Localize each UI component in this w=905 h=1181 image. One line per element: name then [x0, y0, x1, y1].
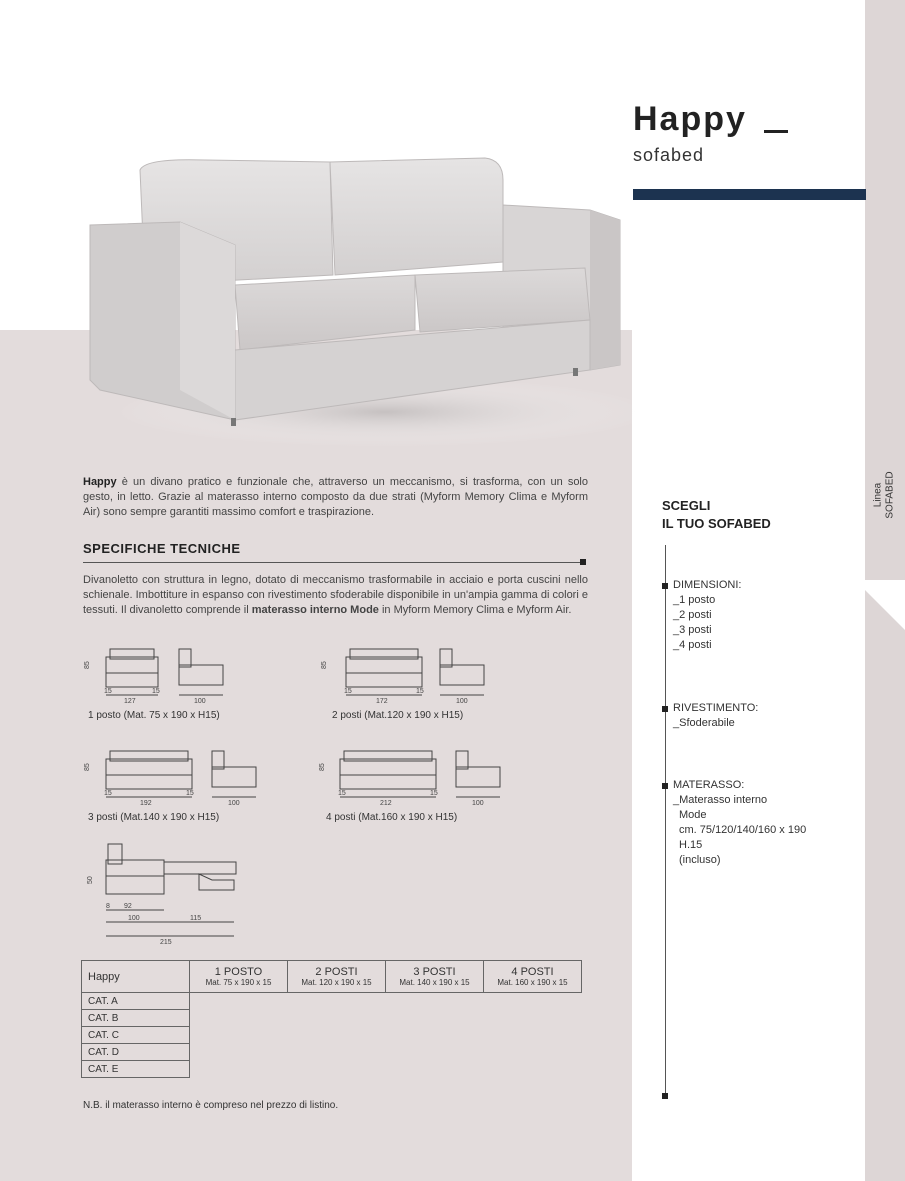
cat-label: CAT. D [82, 1044, 190, 1061]
bed-dim-2: 92 [124, 903, 132, 910]
title-dash [764, 130, 788, 133]
d4-width: 212 [380, 800, 392, 807]
d1-depth: 100 [194, 698, 206, 705]
caption-3-posti: 3 posti (Mat.140 x 190 x H15) [88, 812, 220, 823]
bed-dim-3: 100 [128, 915, 140, 922]
col-4-posti [484, 961, 582, 993]
option-item: cm. 75/120/140/160 x 190 [679, 824, 807, 836]
option-title: DIMENSIONI: [673, 579, 742, 591]
option-item: (incluso) [679, 854, 721, 866]
caption-4-posti: 4 posti (Mat.160 x 190 x H15) [326, 812, 458, 823]
caption-1-posto: 1 posto (Mat. 75 x 190 x H15) [88, 710, 220, 721]
choose-line1: SCEGLI [662, 498, 711, 513]
option-item: _Sfoderabile [673, 717, 735, 729]
col-3-posti [386, 961, 484, 993]
specs-rule-dot [580, 559, 586, 565]
col-sub: Mat. 140 x 190 x 15 [399, 978, 470, 987]
d4-depth: 100 [472, 800, 484, 807]
drawing-3-posti [84, 745, 264, 807]
bed-dim-5: 215 [160, 939, 172, 945]
choose-heading [662, 497, 771, 533]
specs-paragraph [83, 573, 588, 618]
bed-dim-1: 8 [106, 903, 110, 910]
table-row [82, 993, 582, 1010]
specs-text-2: in Myform Memory Clima e Myform Air. [378, 604, 572, 616]
cat-label: CAT. B [82, 1010, 190, 1027]
cat-label: CAT. C [82, 1027, 190, 1044]
d3-width: 192 [140, 800, 152, 807]
d3-height: 85 [84, 763, 91, 771]
option-item: _4 posti [673, 639, 712, 651]
timeline-end-dot [662, 1093, 668, 1099]
col-1-posto [190, 961, 288, 993]
table-row [82, 1027, 582, 1044]
d2-depth: 100 [456, 698, 468, 705]
d1-width: 127 [124, 698, 136, 705]
option-item: _3 posti [673, 624, 712, 636]
drawing-1-posto [84, 643, 234, 705]
timeline-dot [662, 706, 668, 712]
right-column [632, 0, 865, 1181]
choose-line2: IL TUO SOFABED [662, 516, 771, 531]
d1-height: 85 [84, 661, 91, 669]
d4-side-l: 15 [338, 790, 346, 797]
option-item: _1 posto [673, 594, 716, 606]
option-item: _Materasso interno [673, 794, 768, 806]
option-dimensioni [673, 578, 741, 653]
d2-height: 85 [321, 661, 328, 669]
bed-height: 50 [87, 876, 94, 884]
option-materasso [673, 778, 806, 868]
options-timeline [665, 545, 666, 1095]
option-rivestimento [673, 701, 758, 731]
drawing-4-posti [318, 745, 508, 807]
table-row [82, 1044, 582, 1061]
price-table [81, 960, 582, 1078]
cat-label: CAT. A [82, 993, 190, 1010]
price-table-name: Happy [82, 961, 190, 993]
sofa-image [85, 150, 645, 450]
table-row [82, 1010, 582, 1027]
timeline-dot [662, 583, 668, 589]
col-label: 1 POSTO [214, 966, 263, 978]
option-item: _2 posti [673, 609, 712, 621]
specs-rule [83, 562, 583, 563]
option-title: MATERASSO: [673, 779, 745, 791]
price-table-header [82, 961, 582, 993]
product-title: Happy [633, 100, 747, 138]
d2-side-r: 15 [416, 688, 424, 695]
col-label: 3 POSTI [413, 966, 456, 978]
specs-text-bold: materasso interno Mode [251, 604, 379, 616]
table-row [82, 1061, 582, 1078]
cat-label: CAT. E [82, 1061, 190, 1078]
intro-text: è un divano pratico e funzionale che, attraverso un meccanismo, si trasforma, con un solo gesto, in letto. Grazie al materasso interno composto da due strati (Myform Memory Clima e Myform Air) sono sempre garantiti massimo comfort e traspirazione. [83, 476, 588, 518]
bed-dim-4: 115 [190, 915, 202, 922]
strip-line2: SOFABED [885, 471, 896, 519]
col-sub: Mat. 75 x 190 x 15 [205, 978, 272, 987]
drawing-2-posti [318, 643, 493, 705]
specs-text-1: Divanoletto con struttura in legno, dotato di meccanismo trasformabile in acciaio e porta cuscini nello schienale. Imbottiture in espanso con rivestimento sfoderabile disponibile in un'ampia gamma di colori e tessuti. Il divanoletto comprende il [83, 574, 588, 616]
specs-heading: SPECIFICHE TECNICHE [83, 541, 241, 556]
col-2-posti [288, 961, 386, 993]
caption-2-posti: 2 posti (Mat.120 x 190 x H15) [332, 710, 464, 721]
d3-depth: 100 [228, 800, 240, 807]
option-item: H.15 [679, 839, 703, 851]
col-sub: Mat. 120 x 190 x 15 [301, 978, 372, 987]
intro-brand: Happy [83, 476, 117, 488]
d3-side-r: 15 [186, 790, 194, 797]
option-title: RIVESTIMENTO: [673, 702, 759, 714]
product-subtitle: sofabed [633, 145, 705, 165]
timeline-dot [662, 783, 668, 789]
footnote: N.B. il materasso interno è compreso nel prezzo di listino. [83, 1100, 339, 1111]
d1-side-l: 15 [104, 688, 112, 695]
col-label: 4 POSTI [511, 966, 554, 978]
drawing-bed-open [84, 840, 244, 945]
side-strip-label [862, 465, 905, 525]
d2-side-l: 15 [344, 688, 352, 695]
accent-bar [633, 189, 866, 200]
option-item: Mode [679, 809, 707, 821]
d4-side-r: 15 [430, 790, 438, 797]
d2-width: 172 [376, 698, 388, 705]
col-sub: Mat. 160 x 190 x 15 [497, 978, 568, 987]
d4-height: 85 [319, 763, 326, 771]
col-label: 2 POSTI [315, 966, 358, 978]
strip-fold-corner [855, 580, 905, 630]
strip-line1: Linea [873, 482, 884, 508]
intro-paragraph [83, 475, 588, 520]
d1-side-r: 15 [152, 688, 160, 695]
d3-side-l: 15 [104, 790, 112, 797]
